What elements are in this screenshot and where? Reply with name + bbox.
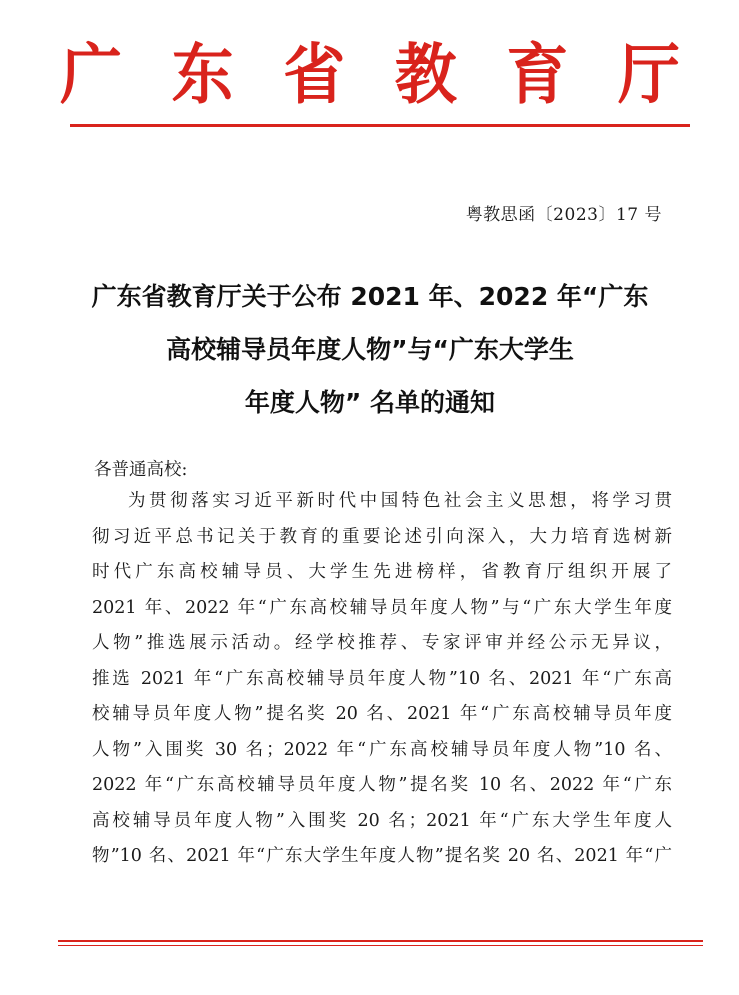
body-line: 高校辅导员年度人物”入围奖 20 名；2021 年“广东大学生年度人 — [92, 810, 672, 831]
title-line-2: 高校辅导员年度人物”与“广东大学生 — [166, 335, 574, 364]
body-paragraph — [92, 484, 672, 875]
header-red-rule — [70, 124, 690, 127]
document-number: 粤教思函〔2023〕17 号 — [465, 205, 662, 225]
document-title — [60, 270, 680, 429]
masthead-char-5: 育 — [506, 36, 569, 113]
masthead-char-1: 广 — [60, 36, 123, 113]
masthead-char-3: 省 — [283, 36, 346, 113]
body-line: 推选 2021 年“广东高校辅导员年度人物”10 名、2021 年“广东高 — [92, 668, 672, 689]
body-line: 2022 年“广东高校辅导员年度人物”提名奖 10 名、2022 年“广东 — [92, 775, 672, 795]
footer-red-rule — [58, 940, 703, 942]
body-line: 人物”推选展示活动。经学校推荐、专家评审并经公示无异议， — [92, 633, 672, 653]
masthead-char-6: 厅 — [617, 36, 680, 113]
masthead-char-2: 东 — [171, 36, 234, 113]
title-line-3: 年度人物” 名单的通知 — [244, 388, 496, 417]
body-line: 为贯彻落实习近平新时代中国特色社会主义思想，将学习贯 — [128, 491, 672, 511]
body-line: 2021 年、2022 年“广东高校辅导员年度人物”与“广东大学生年度 — [92, 597, 672, 618]
addressee: 各普通高校: — [94, 460, 188, 480]
footer-red-rule-thin — [58, 945, 703, 946]
title-line-1: 广东省教育厅关于公布 2021 年、2022 年“广东 — [91, 282, 649, 311]
body-line: 时代广东高校辅导员、大学生先进榜样，省教育厅组织开展了 — [92, 562, 672, 582]
body-line: 校辅导员年度人物”提名奖 20 名、2021 年“广东高校辅导员年度 — [92, 704, 672, 724]
masthead-char-4: 教 — [394, 36, 457, 113]
body-line: 人物”入围奖 30 名；2022 年“广东高校辅导员年度人物”10 名、 — [92, 739, 672, 760]
body-line: 物”10 名、2021 年“广东大学生年度人物”提名奖 20 名、2021 年“广 — [92, 846, 672, 866]
agency-masthead — [60, 36, 680, 113]
body-line: 彻习近平总书记关于教育的重要论述引向深入，大力培育选树新 — [92, 526, 672, 547]
